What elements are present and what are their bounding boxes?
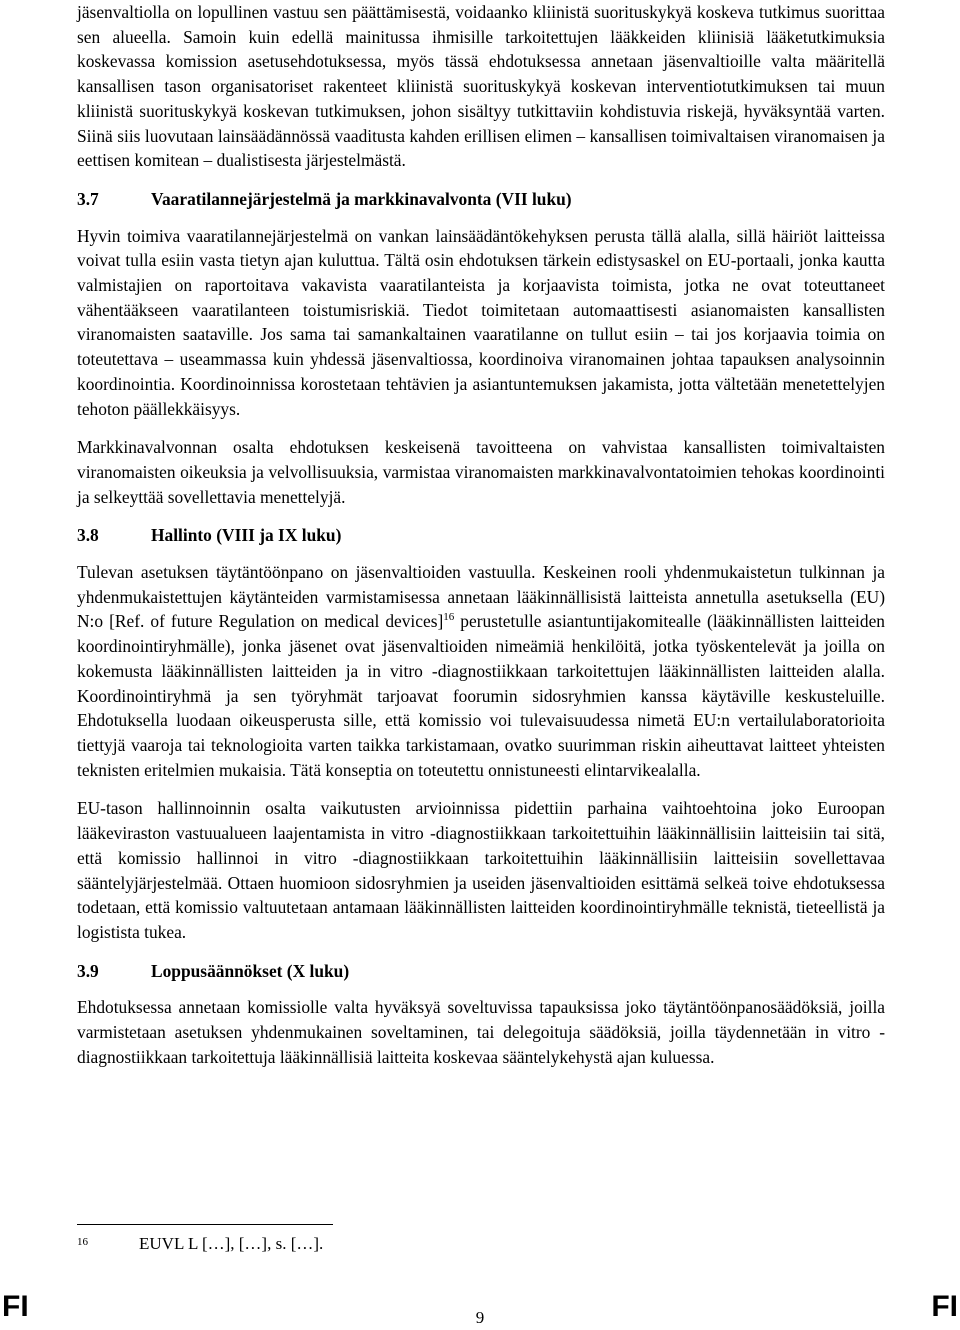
paragraph-3-9-1: Ehdotuksessa annetaan komissiolle valta hyväksyä soveltuvissa tapauksissa joko täytäntöönpanosäädöksiä, joilla varmistetaan asetuksen yhdenmukainen soveltaminen, tai delegoituja säädöksiä, joilla täydennetään in vitro -diagnostiikkaan tarkoitettuja lääkinnällisiä laitteita koskevaa sääntelykehystä ajan kuluessa.: [77, 997, 885, 1067]
section-title: Hallinto (VIII ja IX luku): [151, 525, 342, 546]
paragraph-3-8-1: [77, 560, 885, 782]
page-number: 9: [475, 1308, 485, 1327]
footnote-text: EUVL L […], […], s. […].: [139, 1234, 324, 1253]
section-title: Vaaratilannejärjestelmä ja markkinavalvonta (VII luku): [151, 188, 572, 209]
section-heading-3-7: [77, 187, 885, 212]
paragraph-3-8-2: EU-tason hallinnoinnin osalta vaikutusten arvioinnissa pidettiin parhaina vaihtoehtoina joko Euroopan lääkeviraston vastuualueen laajentamista in vitro -diagnostiikkaan tarkoitettuihin lääkinnällisiin laitteisiin tai sitä, että komissio hallinnoi in vitro -diagnostiikkaan tarkoitettuihin lääkinnällisiin laitteisiin sovellettavaa sääntelyjärjestelmää. Ottaen huomioon sidosryhmien ja useiden jäsenvaltioiden esittämä selkeä toive ehdotuksessa todetaan, että komissio valtuutetaan antamaan lääkinnällisten laitteiden koordinointiryhmälle teknistä, tieteellistä ja logistista tukea.: [77, 798, 885, 942]
section-heading-3-8: [77, 523, 885, 548]
paragraph-intro: jäsenvaltiolla on lopullinen vastuu sen päättämisestä, voidaanko kliinistä suorituskykyä koskeva tutkimus suorittaa sen alueella. Samoin kuin edellä mainitussa ihmisille tarkoitettujen lääkkeiden kliinisiä lääketutkimuksia koskevassa komission asetusehdotuksessa, myös tässä ehdotuksessa annetaan jäsenvaltioille valta määritellä kansallisen tason organisatoriset rakenteet kliinistä suorituskykyä koskevan interventiotutkimuksen tai muun kliinistä suorituskykyä koskevan tutkimuksen, johon sisältyy tutkittaviin kohdistuvia riskejä, hyväksyntää varten. Siinä siis luovutaan lainsäädännössä vaaditusta kahden erillisen elimen – kansallisen toimivaltaisen viranomaisen ja eettisen komitean – dualistisesta järjestelmästä.: [77, 2, 885, 171]
footnote-number: 16: [77, 1236, 88, 1248]
section-title: Loppusäännökset (X luku): [151, 960, 350, 981]
section-heading-3-9: [77, 959, 885, 984]
section-number: 3.8: [77, 525, 99, 546]
document-body: [77, 0, 885, 1083]
footnote-reference[interactable]: 16: [443, 611, 455, 624]
footer-language-left: FI: [2, 1290, 29, 1323]
section-number: 3.7: [77, 188, 99, 209]
paragraph-3-7-1: Hyvin toimiva vaaratilannejärjestelmä on vankan lainsäädäntökehyksen perusta tällä alalla, sillä häiriöt laitteissa voivat tulla esiin vasta tietyn ajan kuluttua. Tältä osin ehdotuksen tärkein edistysaskel on EU-portaali, jonka kautta valmistajien on raportoitava vakavista vaaratilanteista ja korjaavista toimista, jotka ne ovat toteuttaneet vähentääkseen vaaratilanteen toistumisriskiä. Tiedot toimitetaan automaattisesti asianomaisten kansallisten viranomaisten saataville. Jos sama tai samankaltainen vaaratilanne on tullut esiin – tai jos korjaavia toimia on toteutettava – useammassa kuin yhdessä jäsenvaltiossa, koordinoiva viranomainen johtaa tapauksen analysoinnin koordinointia. Koordinoinnissa korostetaan tehtävien ja asiantuntemuksen jakamista, jotta vältetään menetettelyjen tehoton päällekkäisyys.: [77, 225, 885, 419]
paragraph-text: Tulevan asetuksen täytäntöönpano on jäsenvaltioiden vastuulla. Keskeinen rooli yhdenmukaistetun tulkinnan ja yhdenmukaistettujen käytänteiden varmistamisessa annetaan lääkinnällisistä laitteista annetulla asetuksella (EU) N:o [Ref. of future Regulation on medical devices]: [77, 562, 885, 632]
section-number: 3.9: [77, 960, 99, 981]
paragraph-3-7-2: Markkinavalvonnan osalta ehdotuksen keskeisenä tavoitteena on vahvistaa kansallisten toimivaltaisten viranomaisten oikeuksia ja velvollisuuksia, varmistaa viranomaisten markkinavalvontatoimien tehokas koordinointi ja selkeyttää sovellettavia menettelyjä.: [77, 437, 885, 507]
footnote: [77, 1234, 323, 1254]
footnote-divider: [77, 1224, 333, 1225]
paragraph-text: perustetulle asiantuntijakomitealle (lääkinnällisten laitteiden koordinointiryhmälle), jonka jäsenet ovat jäsenvaltioiden nimeämiä henkilöitä, jotka työskentelevät ja joilla on kokemusta lääkinnällisten laitteiden ja in vitro -diagnostiikkaan tarkoitettujen lääkinnällisten laitteiden alalla. Koordinointiryhmä ja sen työryhmät tarjoavat foorumin sidosryhmien kanssa käytäville keskusteluille. Ehdotuksella luodaan oikeusperusta sille, että komissio voi tulevaisuudessa nimetä EU:n vertailulaboratorioita tiettyjä vaaroja tai teknologioita varten taikka tarkistamaan, ovatko suurimman riskin aiheuttavat laitteet yhteisten teknisten eritelmien mukaisia. Tätä konseptia on toteutettu onnistuneesti elintarvikealalla.: [77, 611, 886, 780]
footer-language-right: FI: [931, 1290, 958, 1323]
